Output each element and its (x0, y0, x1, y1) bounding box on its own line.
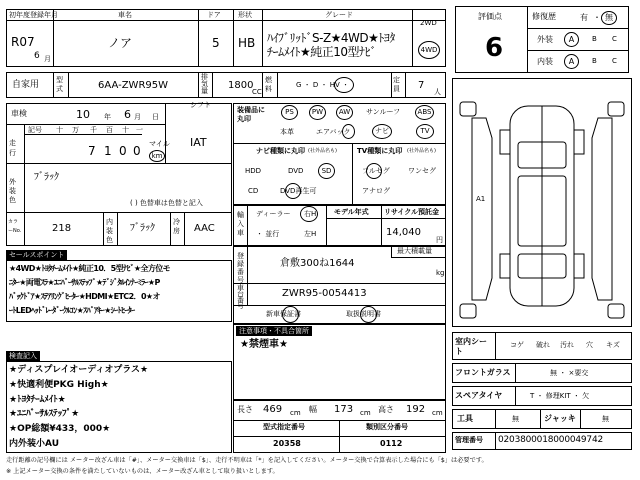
odo-unit-man: 万 (72, 126, 79, 134)
displacement-label: 排気量 (201, 73, 208, 95)
equip-pw-circle (309, 105, 326, 120)
repair-opt-dot: ・ (593, 13, 601, 22)
navi-sub: (社外品名も) (308, 148, 337, 154)
odometer-label: 走行 (9, 139, 16, 157)
odo-unit-juu: 十 (122, 126, 129, 134)
type-no-label: 型式指定番号 (263, 423, 305, 431)
sales-line-4: ｰﾄLEDﾍｯﾄﾞﾚｰﾀﾞｰｸﾙｺﾝ★ｽﾊﾟｱｷｰ★ｼｰﾄﾋｰﾀｰ (9, 306, 135, 315)
seat-stain: 汚れ (560, 341, 574, 349)
exterior-color-label: 外装色 (9, 178, 16, 204)
chassis-value: ZWR95-0054413 (282, 288, 367, 299)
fuel-label: 燃料 (265, 76, 272, 93)
warranty-circle (282, 306, 299, 323)
model-label: 型式 (56, 76, 63, 93)
navi-sd-circle (318, 163, 335, 179)
class-no-label: 類別区分番号 (366, 423, 408, 431)
capacity-value: 7 (418, 80, 425, 91)
equip-aw: AW (338, 108, 351, 116)
inspection-month: 6 (124, 108, 131, 121)
interior-color-value: ﾌﾞﾗｯｸ (130, 223, 155, 234)
car-name-label: 車名 (118, 11, 132, 19)
repair-none-circle (601, 11, 617, 25)
equip-abs-circle (415, 105, 434, 120)
shape-label: 形状 (238, 11, 252, 19)
tv-oneseg: ワンセグ (408, 167, 436, 175)
fuel-hv-circle (334, 77, 354, 93)
navi-title: ナビ種類に丸印 (256, 147, 305, 155)
interior-grade-c: C (612, 57, 617, 65)
height-unit: cm (432, 409, 443, 417)
inspection-year: 10 (76, 108, 90, 121)
repair-opt-yes: 有 (580, 13, 588, 22)
navi-dvd-playback-circle (285, 183, 301, 199)
odo-unit-symbol: 記号 (28, 126, 42, 134)
repair-label: 修復歴 (532, 12, 556, 21)
exterior-color-value: ﾌﾞﾗｯｸ (34, 172, 59, 183)
inspection-year-unit: 年 (104, 113, 111, 121)
equip-ps: PS (285, 108, 294, 116)
height-value: 192 (406, 404, 426, 415)
notes-label: 注意事項・不具合箇所 (236, 326, 312, 336)
inspector-line-5: ★OP総額¥433，000★ (9, 424, 111, 434)
color-no-value: 218 (52, 223, 72, 234)
sales-line-1: ★4WD★ﾄﾖﾀﾁｰﾑﾒｲﾄ★純正10．5型ﾅﾋﾞ★全方位モ (9, 264, 171, 273)
import-rhd-circle (300, 206, 318, 222)
navi-hdd: HDD (245, 167, 262, 175)
tv-title: TV種類に丸印 (357, 147, 403, 155)
max-load-unit: kg (436, 269, 445, 277)
tv-fullseg: フルセグ (362, 167, 390, 175)
score-label: 評価点 (478, 12, 502, 21)
class-no-value: 0112 (380, 439, 403, 448)
equip-navi: ナビ (375, 127, 389, 135)
length-unit: cm (290, 409, 301, 417)
inspection-day-unit: 日 (152, 113, 159, 121)
tv-fullseg-circle (366, 163, 382, 179)
score-value: 6 (485, 33, 504, 63)
drive-value: 4WD (420, 46, 438, 54)
odometer-digit-4: 0 (133, 144, 141, 158)
km-circle (149, 150, 165, 162)
odometer-digit-1: 7 (88, 144, 96, 158)
notes-box (233, 324, 446, 400)
spare-tire-label: スペアタイヤ (455, 391, 503, 400)
use-type-value: 自家用 (12, 80, 40, 90)
color-change-note: ( ) 色替車は色替と記入 (130, 199, 203, 207)
interior-label: 内装 (537, 57, 553, 66)
recycle-yen: 円 (436, 236, 443, 244)
tv-analog: アナログ (362, 187, 390, 195)
length-label: 長さ (237, 405, 253, 414)
car-name-value: ノア (108, 36, 133, 50)
tv-sub: (社外品名も) (407, 148, 436, 154)
repair-opt-none: 無 (605, 13, 613, 22)
registration-label: 登録番号 (237, 252, 244, 284)
front-glass-label: フロントガラス (455, 368, 511, 377)
first-reg-label: 初年度登録年月 (9, 11, 58, 19)
seat-tear: 破れ (536, 341, 550, 349)
equip-airbag: エアバック (316, 128, 351, 136)
color-no-label: カラーNo. (8, 219, 22, 234)
inspector-label: 検査記入 (6, 351, 40, 361)
drive-4wd-circle (418, 41, 440, 59)
equip-tv: TV (420, 127, 430, 135)
equip-abs: ABS (417, 108, 432, 116)
equip-sunroof: サンルーフ (366, 108, 401, 116)
chassis-label: 車台番号 (237, 284, 244, 310)
displacement-value: 1800 (228, 80, 254, 91)
seat-burn: コゲ (510, 341, 524, 349)
tools-label: 工具 (457, 414, 473, 423)
import-parallel: ・ 並行 (256, 230, 280, 238)
shift-label: シフト (190, 101, 211, 109)
mgmt-value: 0203800018000049742 (498, 435, 603, 445)
width-label: 幅 (309, 405, 317, 414)
exterior-label: 外装 (537, 35, 553, 44)
inspector-line-4: ★ﾕﾆﾊﾞｰｻﾙｽﾃｯﾌﾟ★ (9, 409, 80, 419)
exterior-grade-b: B (592, 35, 597, 43)
inspection-month-unit: 月 (134, 113, 141, 121)
door-label: ドア (207, 11, 221, 19)
ac-value: AAC (194, 223, 215, 234)
capacity-unit: 人 (434, 88, 441, 96)
navi-sd: SD (321, 167, 332, 175)
inspector-line-3: ★ﾄﾖﾀﾁｰﾑﾒｲﾄ★ (9, 395, 66, 405)
width-value: 173 (334, 404, 354, 415)
first-reg-month: 6 (34, 51, 40, 61)
shift-value: IAT (190, 136, 207, 149)
diagram-mark-a1: A1 (476, 195, 486, 203)
inspector-line-1: ★ディスプレイオーディオプラス★ (9, 365, 149, 375)
equip-navi-circle (372, 124, 392, 139)
fuel-options: G ・ D ・ HV ・ (296, 81, 349, 89)
equip-aw-circle (336, 105, 353, 120)
ac-label: 冷房 (173, 218, 180, 235)
sales-line-2: ﾆﾀｰ★両電ｽﾗ★ﾕﾆﾊﾞｰｻﾙｽﾃｯﾌﾟ★ﾃﾞｼﾞﾀﾙｲﾝﾅｰﾐﾗｰ★P (9, 278, 160, 287)
import-lhd: 左H (304, 230, 317, 238)
seat-scratch: キズ (606, 341, 620, 349)
navi-dvd: DVD (288, 167, 304, 175)
drive-label: 2WD (420, 19, 437, 27)
equip-ps-circle (281, 105, 298, 120)
odo-unit-sen: 千 (90, 126, 97, 134)
mgmt-label: 管理番号 (455, 436, 483, 444)
equip-leather: 本革 (280, 128, 294, 136)
capacity-label: 定員 (393, 76, 400, 93)
sales-line-3: ﾊﾞｯｸﾄﾞｱ★ｽﾃｱﾘﾝｸﾞﾋｰﾀｰ★HDMI★ETC2．0★オ (9, 292, 160, 301)
grade-line1: ﾊｲﾌﾞﾘｯﾄﾞS-Z★4WD★ﾄﾖﾀ (267, 31, 395, 45)
width-unit: cm (360, 409, 371, 417)
interior-grade-b: B (592, 57, 597, 65)
inspector-line-6: 内外装小AU (9, 439, 59, 449)
first-reg-value: R07 (11, 35, 35, 49)
navi-cd: CD (248, 187, 259, 195)
navi-dvd-playback: DVD再生可 (280, 187, 317, 195)
manual-label: 取扱説明書 (346, 310, 381, 318)
registration-value: 倉敷300ね1644 (280, 258, 355, 269)
import-dealer: ディーラー (256, 210, 291, 218)
exterior-grade-c: C (612, 35, 617, 43)
footer-line-2: ※ 上記メーター交換の条件を満たしていないものは、メーター改ざん車として取り扱いとします。 (6, 468, 279, 475)
recycle-value: 14,040 (386, 227, 421, 238)
length-value: 469 (263, 404, 283, 415)
front-glass-options: 無 ・ ×要交 (550, 369, 589, 377)
tools-value: 無 (512, 415, 519, 423)
odometer-digit-2: 1 (104, 144, 112, 158)
odometer-digit-3: 0 (119, 144, 127, 158)
warranty-label: 新車保証書 (266, 310, 301, 318)
recycle-label: リサイクル預託金 (384, 208, 440, 216)
seat-label: 室内シート (455, 337, 487, 356)
km-label: km (151, 152, 163, 160)
shape-value: HB (238, 36, 256, 50)
type-no-value: 20358 (273, 439, 301, 448)
interior-grade-a: A (568, 57, 575, 66)
footer-line-1: 走行距離の記号欄には メーター改ざん車は「#」、メーター交換車は「$」、走行不明車は「*」を記入してください。メーター交換で合算表示した場合にも「$」は必要です。 (6, 457, 488, 464)
equip-tv-circle (416, 124, 434, 139)
grade-label: グレード (325, 11, 353, 19)
jack-value: 無 (602, 415, 609, 423)
seat-hole: 穴 (586, 341, 593, 349)
model-value: 6AA-ZWR95W (98, 80, 169, 91)
height-label: 高さ (378, 405, 394, 414)
jack-label: ジャッキ (544, 414, 576, 423)
exterior-grade-a: A (568, 35, 575, 44)
grade-line2: ﾁｰﾑﾒｲﾄ★純正10型ﾅﾋﾞ (267, 45, 377, 59)
mile-label: マイル (149, 140, 170, 148)
model-year-label: モデル年式 (334, 208, 369, 216)
doors-value: 5 (212, 36, 220, 50)
exterior-grade-circle (564, 32, 579, 47)
equipment-title: 装備品に丸印 (237, 106, 265, 123)
equip-pw: PW (311, 108, 324, 116)
import-label: 輸入車 (237, 211, 244, 237)
equip-airbag-circle (342, 124, 355, 139)
import-rhd: 右H (304, 210, 317, 218)
odo-unit-10man: 十 (56, 126, 63, 134)
interior-color-label: 内装色 (106, 218, 113, 244)
first-reg-month-unit: 月 (44, 55, 51, 63)
inspector-line-2: ★快適利便PKG High★ (9, 380, 109, 390)
notes-text: ★禁煙車★ (240, 339, 288, 350)
spare-tire-options: T ・ 修理KIT ・ 欠 (530, 392, 590, 400)
odo-unit-ichi: 一 (136, 126, 143, 134)
usage-row (6, 72, 446, 98)
manual-circle (360, 306, 377, 323)
max-load-label: 最大積載量 (397, 247, 432, 255)
cc-unit: CC (252, 88, 262, 96)
sales-point-label: セールスポイント (6, 250, 67, 260)
interior-grade-circle (564, 54, 579, 69)
odo-unit-hyaku: 百 (106, 126, 113, 134)
inspection-label: 車検 (11, 109, 27, 118)
